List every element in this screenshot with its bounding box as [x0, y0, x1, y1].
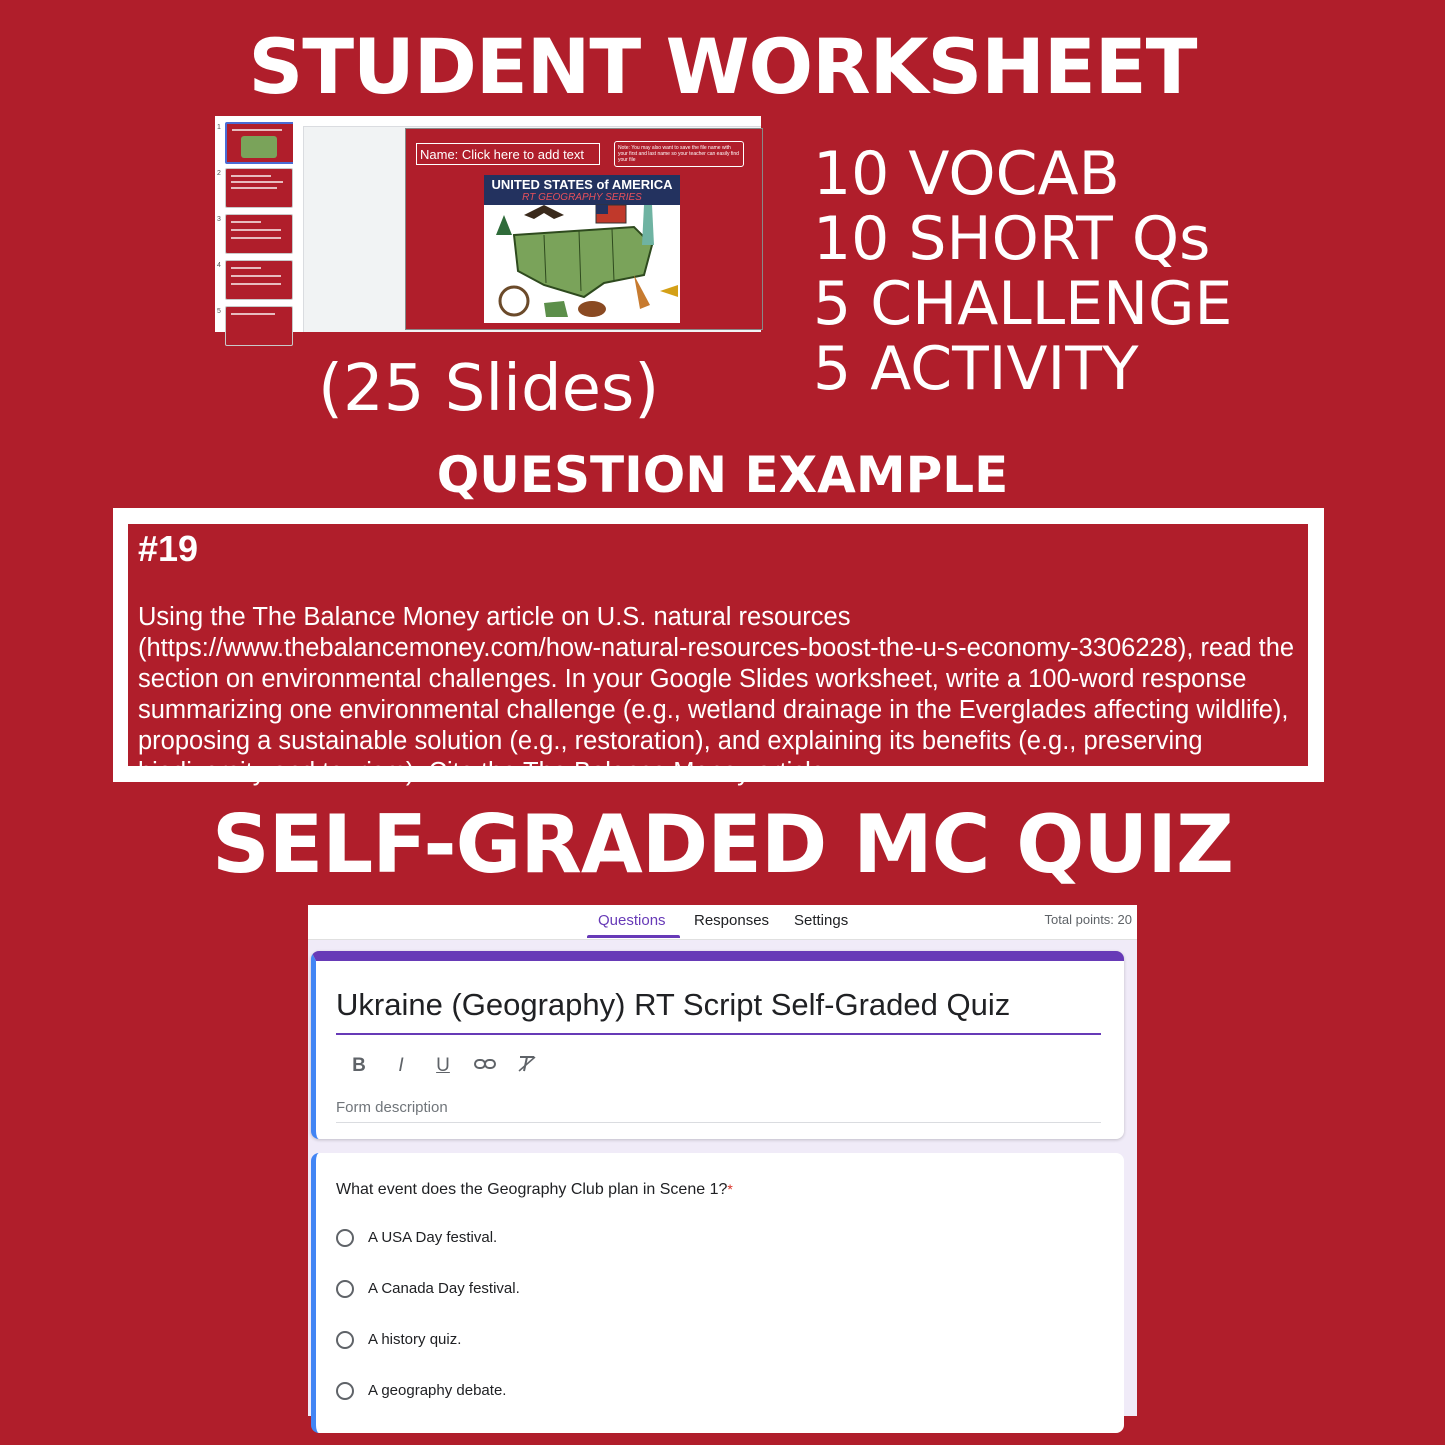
slide-number: 3: [217, 216, 221, 223]
option-label: A Canada Day festival.: [368, 1280, 520, 1297]
radio-button[interactable]: [336, 1229, 354, 1247]
slide-thumbnail[interactable]: [225, 122, 295, 164]
required-marker: *: [727, 1181, 733, 1197]
form-description-input[interactable]: Form description: [336, 1099, 1101, 1123]
question-example-frame: [113, 508, 1324, 786]
cover-image: [484, 175, 680, 323]
underline-button[interactable]: U: [436, 1055, 450, 1076]
question-number: #19: [138, 528, 199, 569]
slide-canvas[interactable]: [405, 128, 763, 330]
question-example-panel: [128, 524, 1308, 786]
bold-button[interactable]: B: [352, 1055, 366, 1076]
forms-screenshot: [308, 905, 1137, 1416]
form-header-card: [311, 951, 1124, 1139]
radio-button[interactable]: [336, 1280, 354, 1298]
slides-count: (25 Slides): [318, 352, 660, 426]
question-text: Using the The Balance Money article on U.S. natural resources (https://www.thebalancemoney.com/how-natural-resources-boost-the-u-s-economy-3306228), read the section on environmental challenges. In your Google Slides worksheet, write a 100-word response summarizing one environmental challenge (e.g., wetland drainage in the Everglades affecting wildlife), proposing a sustainable solution (e.g., restoration), and explaining its benefits (e.g., preserving biodiversity and tourism). Cite the The Balance Money article.: [138, 603, 1295, 786]
slide-number: 5: [217, 308, 221, 315]
total-points: Total points: 20: [1044, 912, 1132, 927]
option-label: A geography debate.: [368, 1382, 507, 1399]
tab-responses[interactable]: Responses: [694, 912, 770, 929]
name-text-box[interactable]: Name: Click here to add text: [416, 143, 600, 165]
form-title-input[interactable]: Ukraine (Geography) RT Script Self-Graded Quiz: [336, 987, 1101, 1035]
contents-item-activity: 5 ACTIVITY: [813, 334, 1139, 404]
option-label: A USA Day festival.: [368, 1229, 498, 1246]
option-label: A history quiz.: [368, 1331, 462, 1348]
radio-button[interactable]: [336, 1331, 354, 1349]
quiz-question-text: [336, 1181, 733, 1199]
note-box: Note: You may also want to save the file name with your first and last name so your teacher can easily find your file: [614, 141, 744, 167]
slide-thumbnail[interactable]: [225, 214, 293, 254]
tab-settings[interactable]: Settings: [794, 912, 849, 929]
radio-button[interactable]: [336, 1382, 354, 1400]
forms-tab-bar: [308, 905, 1137, 940]
horizontal-ruler: [293, 116, 761, 127]
vertical-ruler: [293, 126, 304, 332]
slide-thumbnail[interactable]: [225, 306, 293, 346]
heading-student-worksheet: STUDENT WORKSHEET: [248, 22, 1197, 111]
italic-button[interactable]: I: [398, 1055, 404, 1076]
active-tab-indicator: [587, 935, 680, 938]
usa-map-illustration: [484, 205, 680, 323]
slide-number: 4: [217, 262, 221, 269]
cover-subtitle: RT GEOGRAPHY SERIES: [522, 192, 642, 203]
tab-questions[interactable]: Questions: [598, 912, 666, 929]
slide-number: 1: [217, 124, 221, 131]
quiz-question-label: What event does the Geography Club plan in Scene 1?: [336, 1181, 728, 1198]
heading-question-example: QUESTION EXAMPLE: [436, 446, 1009, 504]
slide-thumbnail-strip: [215, 116, 294, 332]
slide-thumbnail[interactable]: [225, 260, 293, 300]
heading-self-graded-quiz: SELF-GRADED MC QUIZ: [211, 798, 1234, 891]
clear-formatting-icon[interactable]: [516, 1055, 538, 1079]
contents-item-challenge: 5 CHALLENGE: [813, 269, 1233, 339]
slide-thumbnail[interactable]: [225, 168, 293, 208]
cover-title: UNITED STATES of AMERICA: [491, 177, 673, 192]
cover-header: [484, 175, 680, 205]
contents-item-short-questions: 10 SHORT Qs: [813, 204, 1211, 274]
link-icon[interactable]: [474, 1055, 496, 1077]
question-card: [311, 1153, 1124, 1433]
contents-item-vocab: 10 VOCAB: [813, 139, 1120, 209]
slides-screenshot: [215, 116, 761, 332]
slide-number: 2: [217, 170, 221, 177]
